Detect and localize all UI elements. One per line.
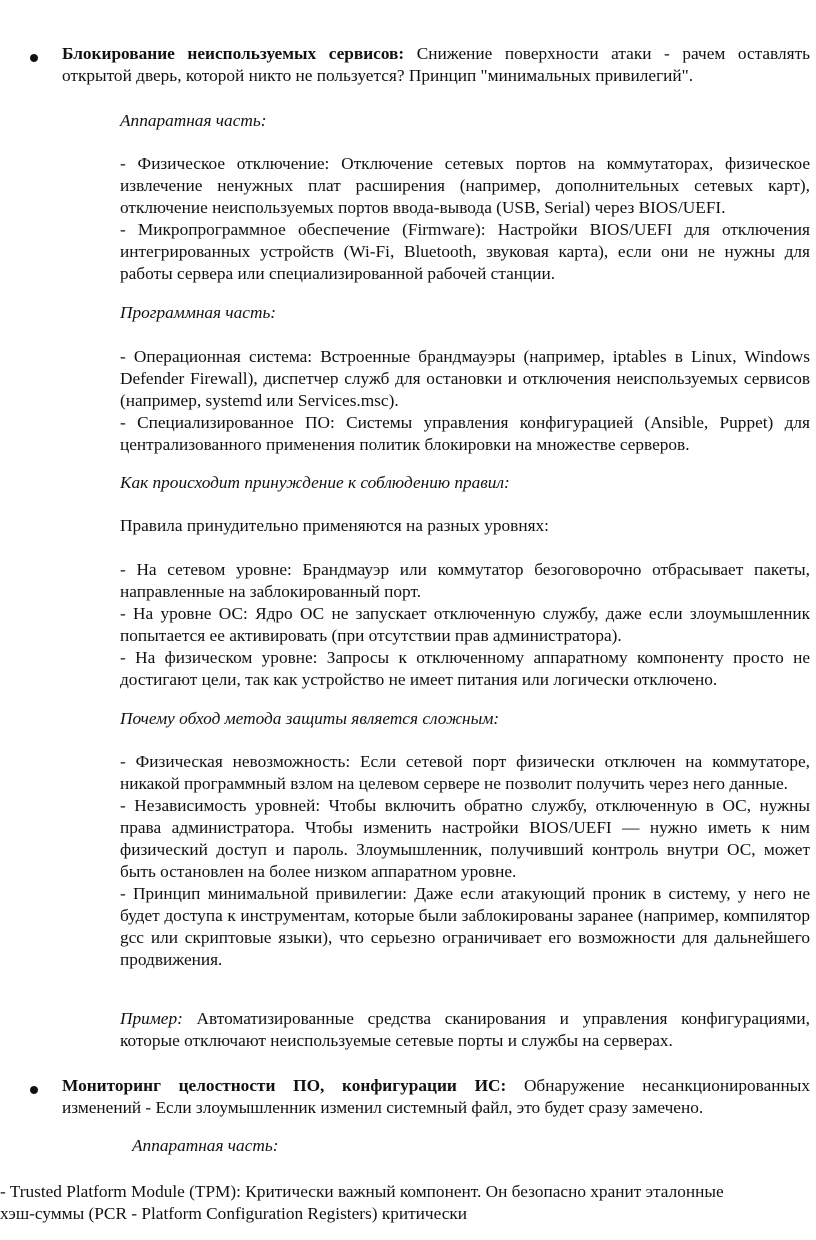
enforcement-paragraph [120,559,810,691]
bypass-line: - Независимость уровней: Чтобы включить обратно службу, отключенную в ОС, нужны права администратора. Чтобы изменить настройки BIOS/UEFI — нужно иметь к ним физический доступ и пароль. Злоумышленник, получивший контроль внутри ОС, может быть остановлен на более низком аппаратном уровне. [120,796,810,881]
bypass-line: - Принцип минимальной привилегии: Даже если атакующий проник в систему, у него не будет доступа к инструментам, которые были заблокированы заранее (например, компилятор gcc или скриптовые языки), что серьезно ограничивает его возможности для дальнейшего продвижения. [120,884,810,969]
bullet-item-blocking [62,43,810,87]
bypass-line: - Физическая невозможность: Если сетевой порт физически отключен на коммутаторе, никакой программный взлом на целевом сервере не позволит получить через него данные. [120,752,810,793]
tpm-line: хэш-суммы (PCR - Platform Configuration Registers) критически [0,1204,468,1223]
bullet-text: Обнаружение несанкционированных изменений - Если злоумышленник изменил системный файл, это будет сразу замечено. [62,1076,811,1117]
example-text: Автоматизированные средства сканирования и управления конфигурациями, которые отключают неиспользуемые сетевые порты и службы на серверах. [120,1009,810,1050]
section-heading-software: Программная часть: [120,303,277,322]
enforcement-intro: Правила принудительно применяются на разных уровнях: [120,516,549,535]
tpm-line: - Trusted Platform Module (TPM): Критически важный компонент. Он безопасно хранит эталонные [0,1182,724,1201]
enforcement-line: - На уровне ОС: Ядро ОС не запускает отключенную службу, даже если злоумышленник попытается ее активировать (при отсутствии прав администратора). [120,604,810,645]
enforcement-line: - На физическом уровне: Запросы к отключенному аппаратному компоненту просто не достигают цели, так как устройство не имеет питания или логически отключено. [120,648,810,689]
bypass-paragraph [120,751,810,971]
software-paragraph [120,346,810,456]
section-heading-enforcement: Как происходит принуждение к соблюдению правил: [120,473,510,492]
section-heading-bypass: Почему обход метода защиты является сложным: [120,709,500,728]
enforcement-line: - На сетевом уровне: Брандмауэр или коммутатор безоговорочно отбрасывает пакеты, направленные на заблокированный порт. [120,560,810,601]
section-heading-hardware-2: Аппаратная часть: [132,1136,279,1155]
software-line: - Операционная система: Встроенные брандмауэры (например, iptables в Linux, Windows Defender Firewall), диспетчер служб для остановки и отключения неиспользуемых сервисов (например, systemd или Services.msc). [120,347,810,410]
section-heading-hardware: Аппаратная часть: [120,111,267,130]
bullet-title: Блокирование неиспользуемых сервисов: [62,44,405,63]
bullet-item-monitoring [62,1075,810,1119]
example-paragraph [120,1008,810,1052]
bullet-text: Снижение поверхности атаки - рачем оставлять открытой дверь, которой никто не пользуется? Принцип "минимальных привилегий". [62,44,810,85]
hardware-paragraph [120,153,810,285]
tpm-paragraph [0,1181,810,1225]
bullet-marker [30,1086,38,1094]
software-line: - Специализированное ПО: Системы управления конфигурацией (Ansible, Puppet) для централизованного применения политик блокировки на множестве серверов. [120,413,810,454]
hardware-line: - Физическое отключение: Отключение сетевых портов на коммутаторах, физическое извлечение ненужных плат расширения (например, дополнительных сетевых карт), отключение неиспользуемых портов ввода-вывода (USB, Serial) через BIOS/UEFI. [120,154,810,217]
hardware-line: - Микропрограммное обеспечение (Firmware): Настройки BIOS/UEFI для отключения интегрированных устройств (Wi-Fi, Bluetooth, звуковая карта), если они не нужны для работы сервера или специализированной рабочей станции. [120,220,810,283]
bullet-title: Мониторинг целостности ПО, конфигурации ИС: [62,1076,507,1095]
bullet-marker [30,54,38,62]
example-label: Пример: [120,1009,183,1028]
